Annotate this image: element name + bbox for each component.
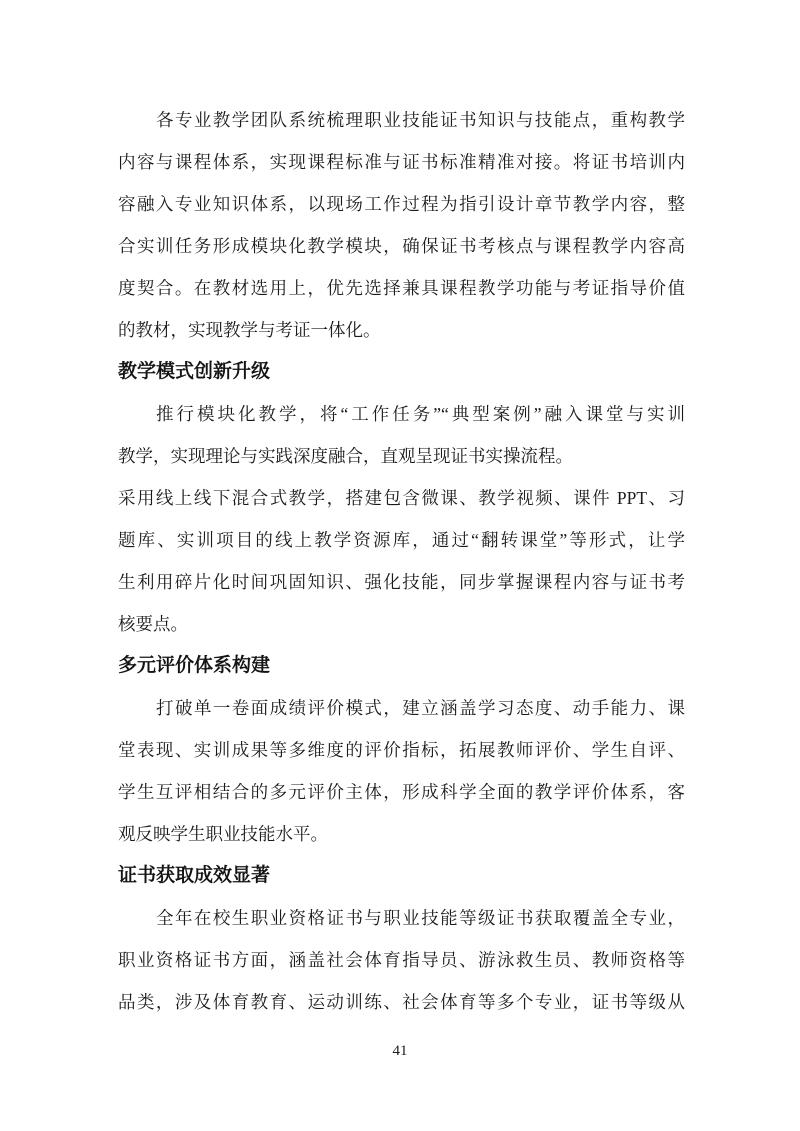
text-line: 度契合。在教材选用上，优先选择兼具课程教学功能与考证指导价值 xyxy=(118,278,685,298)
paragraph-multi-evaluation xyxy=(118,687,685,855)
section-heading-teaching-mode: 教学模式创新升级 xyxy=(118,361,271,382)
text-line: 内容与课程体系，实现课程标准与证书标准精准对接。将证书培训内 xyxy=(118,152,685,172)
text-line: 打破单一卷面成绩评价模式，建立涵盖学习态度、动手能力、课 xyxy=(156,698,685,718)
section-heading-evaluation-system: 多元评价体系构建 xyxy=(118,655,271,676)
text-line: 各专业教学团队系统梳理职业技能证书知识与技能点，重构教学 xyxy=(156,110,685,130)
text-line: 观反映学生职业技能水平。 xyxy=(118,824,328,844)
text-line: 堂表现、实训成果等多维度的评价指标，拓展教师评价、学生自评、 xyxy=(118,740,685,760)
text-line: 品类，涉及体育教育、运动训练、社会体育等多个专业，证书等级从 xyxy=(118,992,685,1012)
text-line: 生利用碎片化时间巩固知识、强化技能，同步掌握课程内容与证书考 xyxy=(118,572,685,592)
text-line: 核要点。 xyxy=(118,614,188,634)
text-line: 采用线上线下混合式教学，搭建包含微课、教学视频、课件 PPT、习 xyxy=(118,488,685,508)
text-line: 容融入专业知识体系，以现场工作过程为指引设计章节教学内容，整 xyxy=(118,194,685,214)
page-footer xyxy=(0,1040,800,1062)
paragraph-modular-teaching xyxy=(118,393,685,477)
text-line: 合实训任务形成模块化教学模块，确保证书考核点与课程教学内容高 xyxy=(118,236,685,256)
text-line: 的教材，实现教学与考证一体化。 xyxy=(118,320,381,340)
text-line: 推行模块化教学，将“工作任务”“典型案例”融入课堂与实训 xyxy=(156,404,685,424)
page-number: 41 xyxy=(392,1043,408,1059)
text-line: 学生互评相结合的多元评价主体，形成科学全面的教学评价体系，客 xyxy=(118,782,685,802)
paragraph-certificate-coverage xyxy=(118,897,685,1023)
text-line: 职业资格证书方面，涵盖社会体育指导员、游泳救生员、教师资格等 xyxy=(118,950,685,970)
text-line: 题库、实训项目的线上教学资源库，通过“翻转课堂”等形式，让学 xyxy=(118,530,685,550)
paragraph-curriculum-restructure xyxy=(118,99,685,351)
text-line: 教学，实现理论与实践深度融合，直观呈现证书实操流程。 xyxy=(118,446,573,466)
paragraph-blended-learning xyxy=(118,477,685,645)
section-heading-certificate-results: 证书获取成效显著 xyxy=(118,865,271,886)
text-line: 全年在校生职业资格证书与职业技能等级证书获取覆盖全专业， xyxy=(156,908,685,928)
